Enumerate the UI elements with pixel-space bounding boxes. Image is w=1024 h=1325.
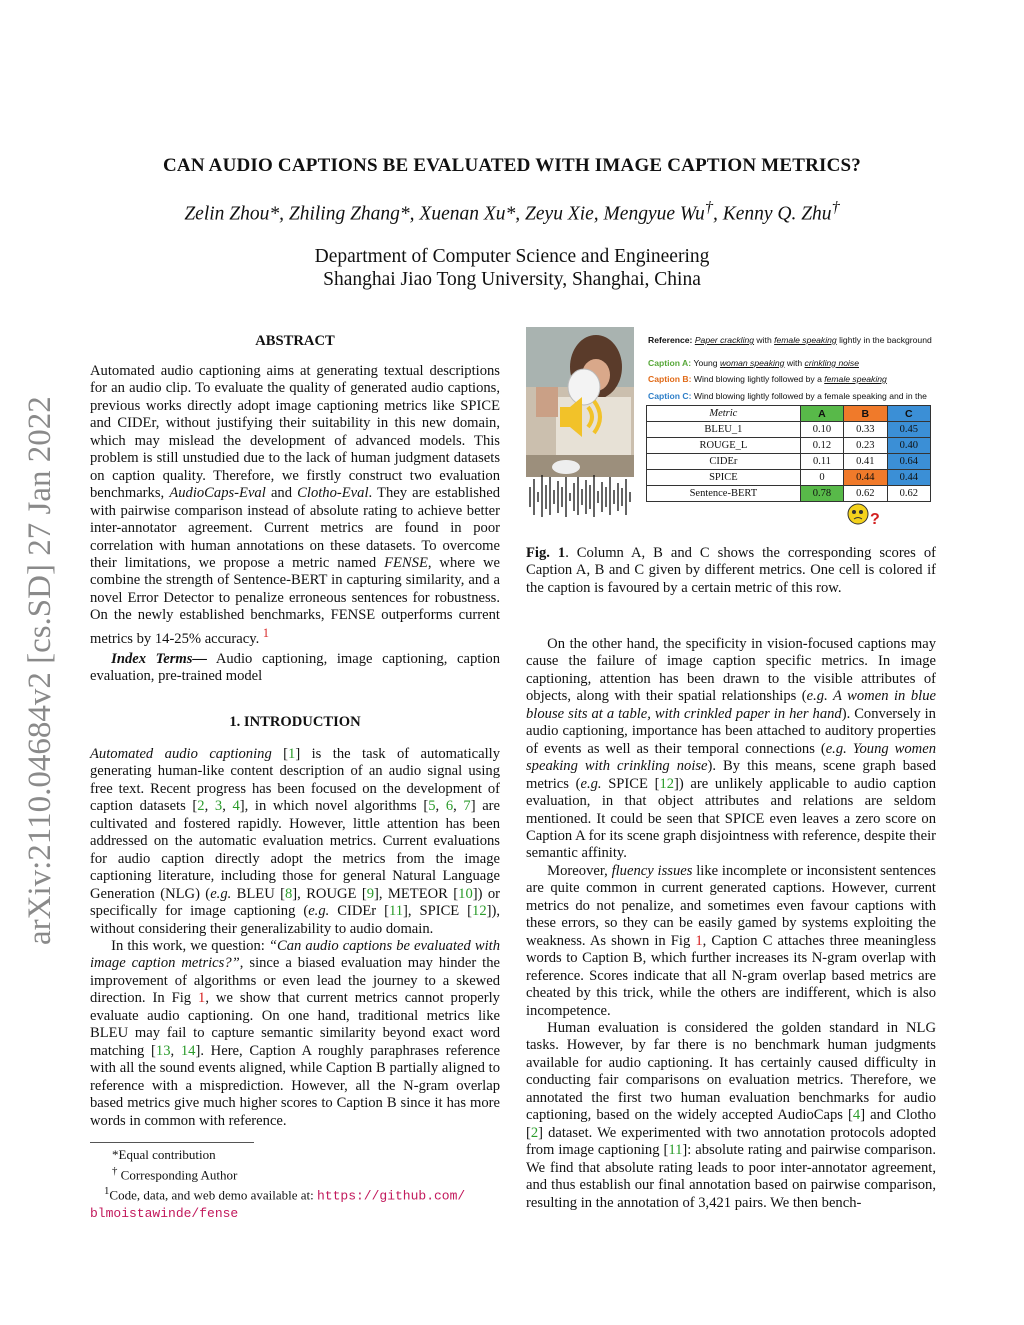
footnotes bbox=[90, 1147, 500, 1222]
waveform-icon bbox=[530, 475, 630, 517]
figure-caption: Fig. 1. Column A, B and C shows the corresponding scores of Caption A, B and C given by different metrics. One cell is colored if the caption is favoured by a certain metric of this row. bbox=[526, 545, 936, 596]
metric-table bbox=[646, 405, 931, 502]
table-header-row bbox=[647, 406, 931, 422]
table-row: CIDEr 0.11 0.41 0.64 bbox=[647, 454, 931, 470]
reference-line: Reference: Paper crackling with female speaking lightly in the background bbox=[648, 335, 932, 345]
github-link[interactable]: https://github.com/ bbox=[316, 1188, 466, 1204]
figure-ref[interactable]: 1 bbox=[695, 932, 703, 949]
figure-ref[interactable]: 1 bbox=[198, 990, 206, 1007]
intro-heading: 1. INTRODUCTION bbox=[229, 714, 361, 730]
footnote-corresponding: † Corresponding Author bbox=[112, 1165, 238, 1183]
abstract-heading: ABSTRACT bbox=[255, 333, 335, 349]
arxiv-id: arXiv:2110.04684v2 [cs.SD] 27 Jan 2022 bbox=[22, 396, 58, 945]
confused-emoji-icon bbox=[846, 500, 886, 530]
table-row: BLEU_1 0.10 0.33 0.45 bbox=[647, 422, 931, 438]
affiliation-univ: Shanghai Jiao Tong University, Shanghai, China bbox=[323, 269, 701, 290]
github-link-cont[interactable]: blmoistawinde/fense bbox=[90, 1205, 239, 1221]
figure-captions-list bbox=[648, 332, 948, 404]
affiliation bbox=[0, 245, 1024, 291]
svg-text:?: ? bbox=[870, 511, 880, 528]
col-b: B bbox=[844, 406, 887, 422]
col-a: A bbox=[800, 406, 843, 422]
footnote-equal: *Equal contribution bbox=[112, 1147, 216, 1162]
footnote-code: $^1$Code, data, and web demo available at: https://github.com/ blmoistawinde/fense bbox=[90, 1185, 466, 1221]
col-c: C bbox=[887, 406, 930, 422]
table-row: SPICE 0 0.44 0.44 bbox=[647, 470, 931, 486]
citation[interactable]: 1 bbox=[288, 746, 296, 762]
arxiv-stamp bbox=[10, 360, 60, 950]
authors: Zelin Zhou*, Zhiling Zhang*, Xuenan Xu*, Zeyu Xie, Mengyue Wu†, Kenny Q. Zhu† bbox=[184, 198, 840, 225]
index-terms: Index Terms— Audio captioning, image captioning, caption evaluation, pre-trained model bbox=[90, 651, 500, 685]
abstract-body: Automated audio captioning aims at generating textual descriptions for an audio clip. To evaluate the quality of generated audio captions, previous works directly adopt image captioning metrics like SPICE and CIDEr, without justifying their suitability in this new domain, which may mislead the development of advanced models. This problem is still unstudied due to the lack of human judgment datasets on caption quality. Therefore, we firstly construct two evaluation benchmarks, AudioCaps-Eval and Clotho-Eval. They are established with pairwise comparison instead of absolute rating to achieve better inter-annotator agreement. Current metrics are found in poor correlation with human annotations on these datasets. To overcome their limitations, we propose a metric named FENSE, where we combine the strength of Sentence-BERT in capturing similarity, and a novel Error Detector to penalize erroneous sentences for robustness. On the newly established benchmarks, FENSE outperforms current metrics by 14-25% accuracy. $^1$ bbox=[90, 363, 500, 647]
footnote-ref[interactable]: 1 bbox=[262, 625, 269, 640]
col-metric: Metric bbox=[647, 406, 801, 422]
caption-c-line: Caption C: Wind blowing lightly followed by a female speaking and in the bbox=[648, 390, 927, 401]
caption-a-line: Caption A: Young woman speaking with crinkling noise bbox=[648, 357, 859, 368]
footnote-rule bbox=[90, 1142, 254, 1143]
intro-body: Automated audio captioning [1] is the task of automatically generating human-like content description of an audio signal using free text. Recent progress has been focused on the development of caption datasets [2, 3, 4], in which novel algorithms [5, 6, 7] are cultivated and fostered rapidly. However, little attention has been addressed on the automatic evaluation metrics. Current evaluations for audio caption directly adopt the metrics from the image captioning literature, including those for general Natural Language Generation (NLG) (e.g. BLEU [8], ROUGE [9], METEOR [10]) or specifically for image captioning (e.g. CIDEr [11], SPICE [12]), without considering their generalizability to audio domain. In this work, we question: “Can audio captions be evaluated with image caption metrics?”, since a biased evaluation may hinder the improvement of algorithms or even lead the journey to a skewed direction. In Fig 1, we show that current metrics cannot properly evaluate audio captioning. On one hand, traditional metrics like BLEU may fail to capture semantic similarity beyond exact word matching [13, 14]. Here, Caption A roughly paraphrases reference with all the sound events aligned, while Caption B partially aligned to reference with a misprediction. However, all the N-gram overlap based metrics give much higher scores to Caption B since it has more words in common with reference. bbox=[90, 746, 501, 1129]
table-row: ROUGE_L 0.12 0.23 0.40 bbox=[647, 438, 931, 454]
caption-b-line: Caption B: Wind blowing lightly followed by a female speaking bbox=[648, 374, 887, 384]
right-column-body: On the other hand, the specificity in vision-focused captions may cause the failure of image caption specific metrics. In image captioning, attention has been drawn to the visible attributes of objects, along with their spatial relationships (e.g. A women in blue blouse sits at a table, with crinkled paper in her hand). Conversely in audio captioning, importance has been attached to auditory properties of events as well as their temporal connections (e.g. Young women speaking with crinkling noise). By this means, scene graph based metrics (e.g. SPICE [12]) are unlikely applicable to audio caption evaluation, in that object attributes and relations are seldom mentioned. It could be seen that SPICE even leaves a zero score on Caption A for its scene graph disjointness with reference, despite their semantic affinity. Moreover, fluency issues like incomplete or inconsistent sentences are quite common in current generated captions. However, current metrics do not penalize, and sometimes even favour captions with these errors, so they can be easily gamed by systems exploiting the weakness. As shown in Fig 1, Caption C attaches three meaningless words to Caption B, which further increases its N-gram overlap with reference. Scores indicate that all N-gram overlap based metrics are cheated by this trick, while the others are indifferent, which is also incompetence. Human evaluation is considered the golden standard in NLG tasks. However, by far there is no benchmark human judgments available for audio captioning. It has certainly caused difficulty in conducting fair comparisons on evaluation metrics. Therefore, we annotated the first two human evaluation benchmarks for audio captioning, based on the widely accepted AudioCaps [4] and Clotho [2] dataset. We experimented with two annotation protocols adopted from image captioning [11]: absolute rating and pairwise comparison. We find that absolute rating leads to poor inter-annotator agreement, and thus establish our final annotation based on pairwise comparison, resulting in the annotation of 3,421 pairs. We then bench- bbox=[526, 636, 936, 1211]
figure-photo bbox=[526, 327, 634, 517]
table-row: Sentence-BERT 0.78 0.62 0.62 bbox=[647, 486, 931, 502]
paper-title: CAN AUDIO CAPTIONS BE EVALUATED WITH IMAGE CAPTION METRICS? bbox=[162, 155, 862, 176]
affiliation-dept: Department of Computer Science and Engineering bbox=[314, 246, 710, 267]
